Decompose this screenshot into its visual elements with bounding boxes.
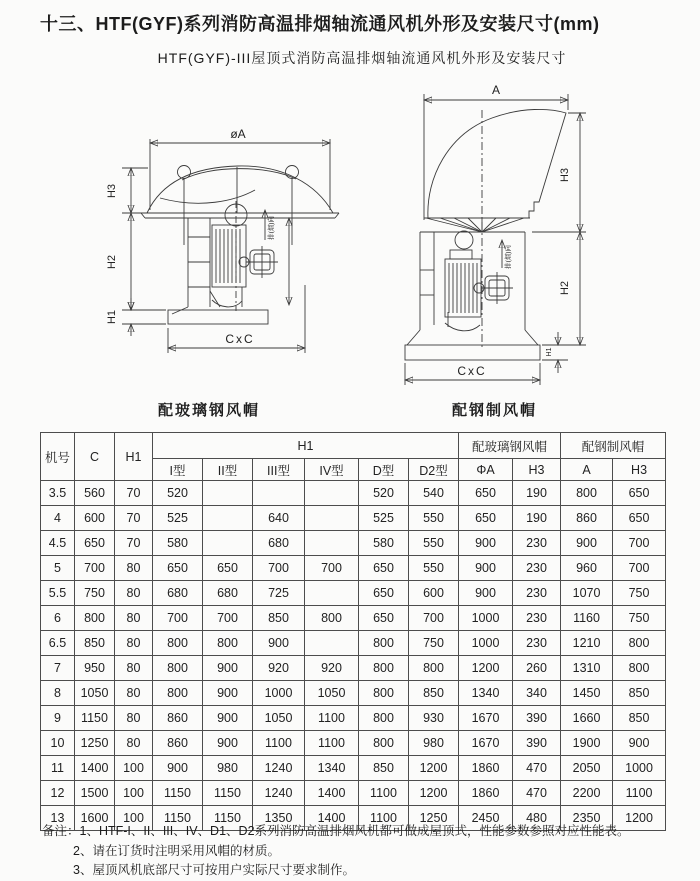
table-cell: 700 <box>253 556 305 581</box>
table-cell: 1200 <box>459 656 513 681</box>
table-cell: 5 <box>41 556 75 581</box>
table-row <box>41 656 666 681</box>
table-row <box>41 506 666 531</box>
table-cell: 1660 <box>561 706 613 731</box>
table-cell: 860 <box>153 706 203 731</box>
dim-label-cxc: CxC <box>225 332 255 346</box>
table-cell: 900 <box>203 731 253 756</box>
table-cell: 1050 <box>75 681 115 706</box>
col-header-h3-steel: H3 <box>613 459 666 481</box>
table-cell: 725 <box>253 581 305 606</box>
table-cell: 230 <box>513 631 561 656</box>
table-cell: 2200 <box>561 781 613 806</box>
table-cell: 1400 <box>75 756 115 781</box>
table-cell: 7 <box>41 656 75 681</box>
table-cell: 1150 <box>203 806 253 831</box>
table-cell: 190 <box>513 506 561 531</box>
table-cell: 1670 <box>459 706 513 731</box>
table-cell: 480 <box>513 806 561 831</box>
table-cell: 750 <box>75 581 115 606</box>
table-row <box>41 531 666 556</box>
table-cell: 1450 <box>561 681 613 706</box>
table-cell: 1600 <box>75 806 115 831</box>
table-cell: 70 <box>115 531 153 556</box>
table-cell: 4 <box>41 506 75 531</box>
table-cell: 860 <box>561 506 613 531</box>
fan-hub <box>455 231 473 249</box>
table-cell: 1070 <box>561 581 613 606</box>
table-cell: 650 <box>359 581 409 606</box>
table-row <box>41 706 666 731</box>
table-cell: 3.5 <box>41 481 75 506</box>
diagram-frp-cap <box>100 95 370 360</box>
table-cell: 2350 <box>561 806 613 831</box>
table-cell: 1050 <box>305 681 359 706</box>
table-row <box>41 581 666 606</box>
table-cell: 10 <box>41 731 75 756</box>
table-cell: 5.5 <box>41 581 75 606</box>
dim-label-h2: H2 <box>106 254 118 270</box>
page-subtitle: HTF(GYF)-III屋顶式消防高温排烟轴流通风机外形及安装尺寸 <box>157 50 567 66</box>
flow-direction-arrow <box>502 240 512 269</box>
table-cell: 900 <box>459 531 513 556</box>
footnote-3: 3、屋顶风机底部尺寸可按用户实际尺寸要求制作。 <box>73 863 355 877</box>
table-cell: 1670 <box>459 731 513 756</box>
table-cell: 1150 <box>153 806 203 831</box>
table-cell: 860 <box>153 731 203 756</box>
base-plate <box>168 310 268 324</box>
dim-label-a: A <box>491 83 501 97</box>
col-header-h1: H1 <box>115 433 153 481</box>
table-cell: 650 <box>459 506 513 531</box>
table-cell: 1340 <box>305 756 359 781</box>
table-cell: 900 <box>253 631 305 656</box>
table-cell: 560 <box>75 481 115 506</box>
table-cell <box>305 506 359 531</box>
table-cell <box>203 506 253 531</box>
table-cell: 520 <box>359 481 409 506</box>
table-cell: 650 <box>359 556 409 581</box>
table-cell: 700 <box>305 556 359 581</box>
table-cell: 850 <box>359 756 409 781</box>
table-cell: 390 <box>513 706 561 731</box>
table-cell: 900 <box>203 656 253 681</box>
dim-label-h3: H3 <box>106 183 118 199</box>
table-cell: 800 <box>613 656 666 681</box>
table-row <box>41 631 666 656</box>
table-cell: 550 <box>409 531 459 556</box>
table-cell: 750 <box>613 581 666 606</box>
footnotes <box>42 822 630 881</box>
table-cell: 900 <box>153 756 203 781</box>
table-cell: 900 <box>203 706 253 731</box>
footnote-1: 备注：1、HTF-I、II、III、IV、D1、D2系列消防高温排烟风机都可做成屋顶式，性能参数参照对应性能表。 <box>42 824 630 838</box>
cap-support-vanes <box>426 218 524 232</box>
table-cell: 230 <box>513 556 561 581</box>
table-cell: 1100 <box>305 706 359 731</box>
table-cell: 800 <box>153 631 203 656</box>
table-cell: 540 <box>409 481 459 506</box>
col-header-h3-frp: H3 <box>513 459 561 481</box>
table-cell: 800 <box>359 631 409 656</box>
col-header-type-d2: D2型 <box>409 459 459 481</box>
flow-direction-label: 排(烟)向 <box>268 216 275 240</box>
table-cell: 12 <box>41 781 75 806</box>
table-cell: 700 <box>613 556 666 581</box>
table-cell: 800 <box>75 606 115 631</box>
table-cell: 4.5 <box>41 531 75 556</box>
table-cell: 70 <box>115 506 153 531</box>
table-cell: 340 <box>513 681 561 706</box>
table-cell: 1500 <box>75 781 115 806</box>
table-cell: 1400 <box>305 806 359 831</box>
group-header-steel-cap: 配钢制风帽 <box>561 433 666 459</box>
table-cell: 1100 <box>359 781 409 806</box>
table-cell: 390 <box>513 731 561 756</box>
table-cell: 1900 <box>561 731 613 756</box>
table-cell: 9 <box>41 706 75 731</box>
caption-steel-cap: 配钢制风帽 <box>452 402 538 419</box>
dimension-table <box>40 432 666 831</box>
table-cell: 13 <box>41 806 75 831</box>
table-cell: 1100 <box>305 731 359 756</box>
table-cell: 80 <box>115 656 153 681</box>
table-cell: 580 <box>153 531 203 556</box>
table-cell: 1000 <box>459 631 513 656</box>
table-cell: 470 <box>513 781 561 806</box>
table-row <box>41 481 666 506</box>
table-cell: 680 <box>153 581 203 606</box>
dim-label-cxc: CxC <box>457 364 487 378</box>
dimension-cxc <box>405 363 540 385</box>
table-cell: 650 <box>203 556 253 581</box>
table-cell: 80 <box>115 706 153 731</box>
table-body <box>41 481 666 831</box>
table-cell: 1200 <box>613 806 666 831</box>
table-cell: 920 <box>305 656 359 681</box>
table-cell: 800 <box>359 656 409 681</box>
table-cell: 1100 <box>613 781 666 806</box>
table-cell: 600 <box>75 506 115 531</box>
table-cell: 2050 <box>561 756 613 781</box>
table-cell: 850 <box>613 706 666 731</box>
dimension-a <box>424 83 568 220</box>
table-cell: 650 <box>613 481 666 506</box>
table-cell <box>305 481 359 506</box>
table-cell: 980 <box>203 756 253 781</box>
table-cell <box>203 481 253 506</box>
col-header-type-4: IV型 <box>305 459 359 481</box>
dimension-h3-h2-h1 <box>532 113 586 373</box>
junction-box <box>474 272 513 304</box>
table-cell: 650 <box>613 506 666 531</box>
table-cell: 800 <box>153 656 203 681</box>
table-cell: 960 <box>561 556 613 581</box>
diagram-steel-cap <box>390 80 640 398</box>
footnote-2: 2、请在订货时注明采用风帽的材质。 <box>73 843 280 858</box>
table-cell: 980 <box>409 731 459 756</box>
table-cell: 1050 <box>253 706 305 731</box>
table-row <box>41 781 666 806</box>
table-cell: 800 <box>561 481 613 506</box>
table-cell: 800 <box>359 706 409 731</box>
table-cell: 1000 <box>459 606 513 631</box>
table-cell: 800 <box>359 731 409 756</box>
table-cell: 80 <box>115 581 153 606</box>
dim-label-h1: H1 <box>106 309 118 325</box>
table-cell: 900 <box>613 731 666 756</box>
col-header-c: C <box>75 433 115 481</box>
table-cell: 1860 <box>459 756 513 781</box>
table-cell: 1200 <box>409 756 459 781</box>
table-cell: 900 <box>459 581 513 606</box>
col-header-type-3: III型 <box>253 459 305 481</box>
table-cell: 950 <box>75 656 115 681</box>
table-cell: 260 <box>513 656 561 681</box>
table-cell: 8 <box>41 681 75 706</box>
col-header-machine-no: 机号 <box>41 433 75 481</box>
table-cell: 1100 <box>253 731 305 756</box>
table-cell: 1400 <box>305 781 359 806</box>
table-cell: 850 <box>409 681 459 706</box>
table-cell: 100 <box>115 806 153 831</box>
table-cell: 550 <box>409 506 459 531</box>
table-cell <box>203 531 253 556</box>
table-cell: 11 <box>41 756 75 781</box>
table-cell: 680 <box>203 581 253 606</box>
table-cell: 640 <box>253 506 305 531</box>
table-cell: 750 <box>613 606 666 631</box>
table-cell: 650 <box>153 556 203 581</box>
table-cell: 550 <box>409 556 459 581</box>
table-cell: 1310 <box>561 656 613 681</box>
group-header-h1: H1 <box>153 433 459 459</box>
table-cell: 230 <box>513 581 561 606</box>
table-cell: 680 <box>253 531 305 556</box>
motor-fins <box>449 263 477 313</box>
dim-label-h1: H1 <box>546 347 553 357</box>
table-cell: 520 <box>153 481 203 506</box>
table-cell: 800 <box>305 606 359 631</box>
table-cell: 900 <box>459 556 513 581</box>
table-cell: 800 <box>203 631 253 656</box>
flow-direction-label: 排(烟)向 <box>505 245 512 269</box>
table-cell: 190 <box>513 481 561 506</box>
page-title: 十三、HTF(GYF)系列消防高温排烟轴流通风机外形及安装尺寸(mm) <box>40 14 600 34</box>
flow-direction-arrow <box>265 210 275 240</box>
table-cell: 1160 <box>561 606 613 631</box>
table-cell: 650 <box>75 531 115 556</box>
table-cell <box>305 581 359 606</box>
table-row <box>41 556 666 581</box>
table-cell: 80 <box>115 731 153 756</box>
table-cell: 1150 <box>75 706 115 731</box>
table-cell: 1860 <box>459 781 513 806</box>
table-cell: 80 <box>115 606 153 631</box>
table-cell: 525 <box>153 506 203 531</box>
table-cell: 900 <box>561 531 613 556</box>
table-cell: 1240 <box>253 756 305 781</box>
table-cell <box>305 531 359 556</box>
table-cell: 600 <box>409 581 459 606</box>
col-header-type-1: I型 <box>153 459 203 481</box>
table-row <box>41 681 666 706</box>
dim-label-oa: øA <box>230 127 246 141</box>
table-cell: 100 <box>115 781 153 806</box>
table-cell: 850 <box>613 681 666 706</box>
table-cell: 750 <box>409 631 459 656</box>
table-cell: 230 <box>513 531 561 556</box>
table-cell: 700 <box>153 606 203 631</box>
col-header-type-d: D型 <box>359 459 409 481</box>
table-row <box>41 731 666 756</box>
group-header-frp-cap: 配玻璃钢风帽 <box>459 433 561 459</box>
table-cell: 1250 <box>75 731 115 756</box>
table-cell: 80 <box>115 556 153 581</box>
table-row <box>41 606 666 631</box>
table-cell: 70 <box>115 481 153 506</box>
table-cell: 930 <box>409 706 459 731</box>
table-cell: 525 <box>359 506 409 531</box>
table-cell: 850 <box>75 631 115 656</box>
table-cell: 800 <box>613 631 666 656</box>
table-cell: 900 <box>203 681 253 706</box>
table-cell: 650 <box>359 606 409 631</box>
table-cell <box>253 481 305 506</box>
table-row <box>41 756 666 781</box>
table-cell: 700 <box>203 606 253 631</box>
table-cell: 6 <box>41 606 75 631</box>
dimension-cxc <box>168 285 305 353</box>
table-cell: 2450 <box>459 806 513 831</box>
table-cell: 1250 <box>409 806 459 831</box>
dimension-h3-h2-h1 <box>106 168 166 336</box>
table-cell: 800 <box>359 681 409 706</box>
table-cell: 650 <box>459 481 513 506</box>
table-cell: 580 <box>359 531 409 556</box>
table-cell: 920 <box>253 656 305 681</box>
table-cell: 1150 <box>203 781 253 806</box>
table-cell: 700 <box>613 531 666 556</box>
table-cell: 470 <box>513 756 561 781</box>
dim-label-h3: H3 <box>559 167 571 183</box>
table-cell: 80 <box>115 681 153 706</box>
table-cell: 6.5 <box>41 631 75 656</box>
junction-box <box>239 246 278 278</box>
cap-bolt-left <box>178 166 191 246</box>
fan-body <box>407 231 538 345</box>
table-cell: 1350 <box>253 806 305 831</box>
table-cell: 1000 <box>613 756 666 781</box>
table-cell: 850 <box>253 606 305 631</box>
table-cell: 1150 <box>153 781 203 806</box>
table-cell: 700 <box>75 556 115 581</box>
table-cell: 230 <box>513 606 561 631</box>
table-cell <box>305 631 359 656</box>
caption-frp-cap: 配玻璃钢风帽 <box>158 402 261 419</box>
table-cell: 1100 <box>359 806 409 831</box>
dim-label-h2: H2 <box>559 280 571 296</box>
table-cell: 1000 <box>253 681 305 706</box>
col-header-type-2: II型 <box>203 459 253 481</box>
table-cell: 800 <box>153 681 203 706</box>
table-cell: 700 <box>409 606 459 631</box>
table-cell: 100 <box>115 756 153 781</box>
col-header-phi-a: ΦA <box>459 459 513 481</box>
col-header-a-steel: A <box>561 459 613 481</box>
table-cell: 1210 <box>561 631 613 656</box>
base-plate <box>405 345 540 360</box>
table-cell: 1200 <box>409 781 459 806</box>
table-cell: 1340 <box>459 681 513 706</box>
table-cell: 1240 <box>253 781 305 806</box>
table-cell: 800 <box>409 656 459 681</box>
table-cell: 80 <box>115 631 153 656</box>
